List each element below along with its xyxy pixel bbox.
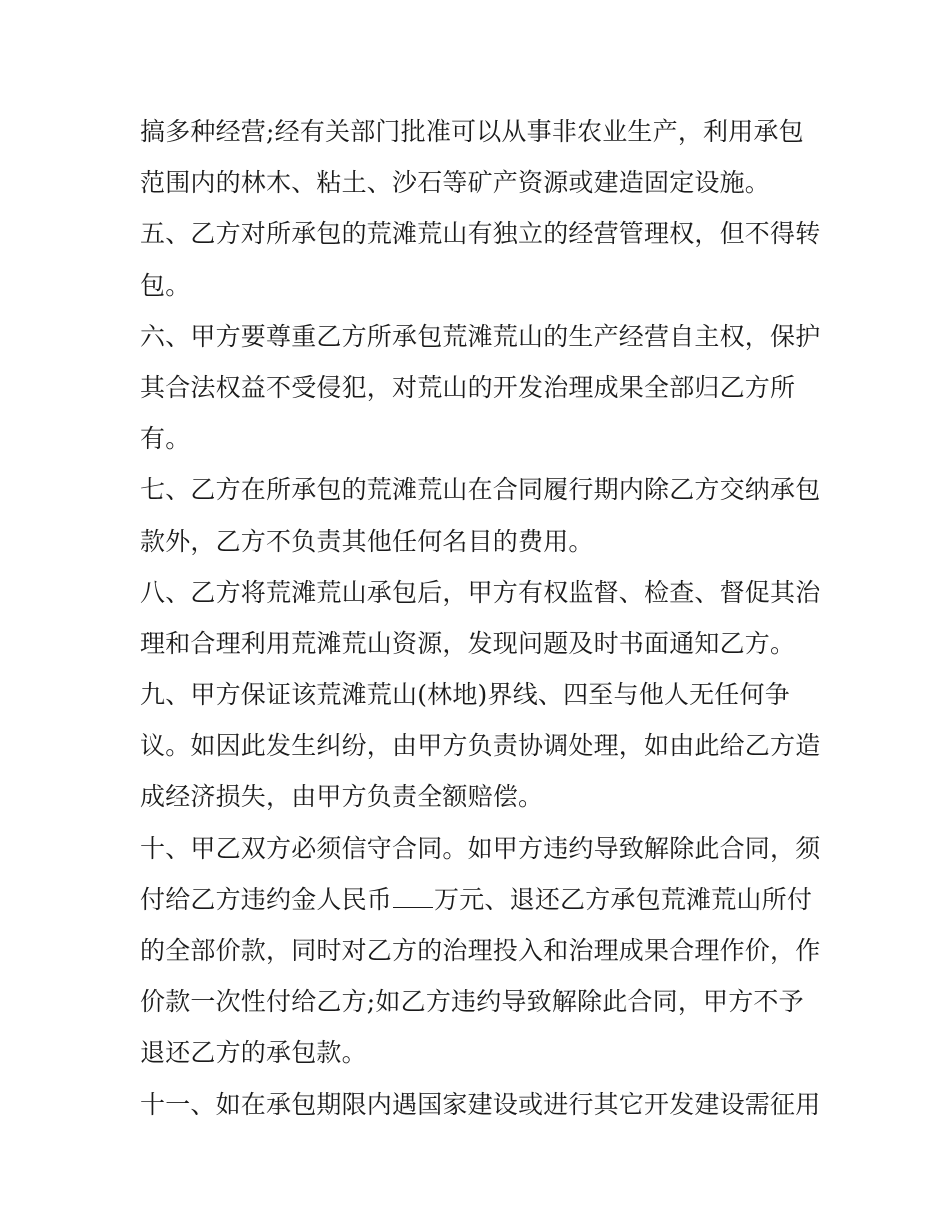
- text-line: 的全部价款，同时对乙方的治理投入和治理成果合理作价，作: [140, 936, 821, 965]
- text-line: 成经济损失，由甲方负责全额赔偿。: [140, 782, 544, 812]
- text-line: 价款一次性付给乙方;如乙方违约导致解除此合同，甲方不予: [140, 987, 804, 1017]
- text-line: 六、甲方要尊重乙方所承包荒滩荒山的生产经营自主权，保护: [140, 321, 821, 351]
- document-body: [140, 106, 820, 1130]
- text-line: 包。: [140, 270, 191, 300]
- blank-line-before: 付给乙方违约金人民币: [140, 884, 393, 914]
- text-line: 款外，乙方不负责其他任何名目的费用。: [140, 526, 594, 556]
- blank-line-after: 万元、退还乙方承包荒滩荒山所付: [434, 884, 813, 914]
- text-line: 理和合理利用荒滩荒山资源，发现问题及时书面通知乙方。: [140, 628, 796, 658]
- amount-blank: [393, 889, 433, 908]
- text-line-with-blank: [140, 874, 820, 925]
- text-line: 有。: [140, 424, 191, 454]
- text-line: 十一、如在承包期限内遇国家建设或进行其它开发建设需征用: [140, 1089, 821, 1119]
- text-line: 八、乙方将荒滩荒山承包后，甲方有权监督、检查、督促其治: [140, 577, 821, 607]
- text-line: 议。如因此发生纠纷，由甲方负责协调处理，如由此给乙方造: [140, 731, 821, 761]
- text-line: 退还乙方的承包款。: [140, 1038, 367, 1068]
- text-line: 五、乙方对所承包的荒滩荒山有独立的经营管理权，但不得转: [140, 219, 821, 249]
- text-line: 七、乙方在所承包的荒滩荒山在合同履行期内除乙方交纳承包: [140, 475, 821, 505]
- text-line: 其合法权益不受侵犯，对荒山的开发治理成果全部归乙方所: [140, 372, 796, 402]
- text-line: 十、甲乙双方必须信守合同。如甲方违约导致解除此合同，须: [140, 833, 821, 863]
- text-line: 九、甲方保证该荒滩荒山(林地)界线、四至与他人无任何争: [140, 680, 790, 710]
- text-line: 范围内的林木、粘土、沙石等矿产资源或建造固定设施。: [140, 168, 771, 198]
- text-line: 搞多种经营;经有关部门批准可以从事非农业生产，利用承包: [140, 117, 804, 146]
